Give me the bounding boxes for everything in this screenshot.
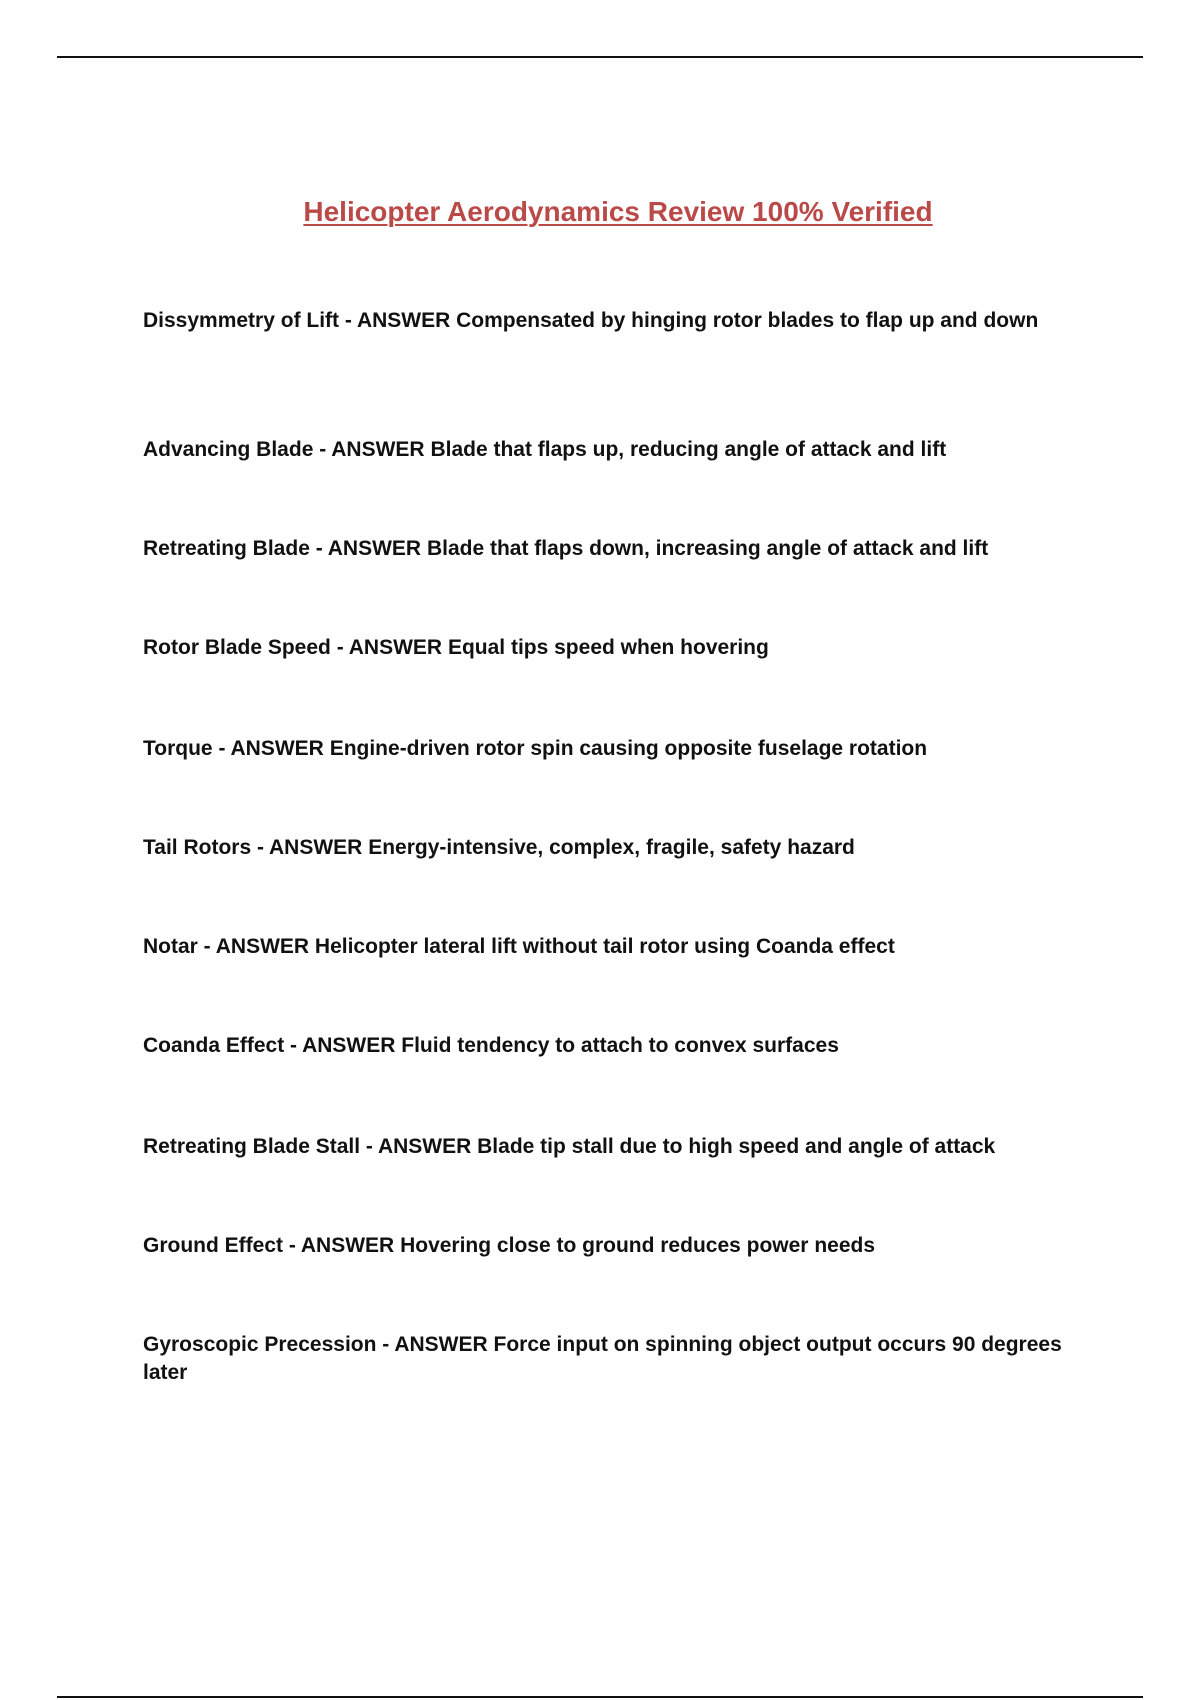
answer: Blade that flaps down, increasing angle of attack and lift <box>426 537 989 560</box>
term: Retreating Blade Stall <box>143 1135 361 1158</box>
bottom-rule <box>57 1696 1143 1698</box>
answer: Compensated by hinging rotor blades to flap up and down <box>456 309 1039 332</box>
qa-item <box>143 436 1063 464</box>
qa-item <box>143 634 1063 662</box>
qa-item <box>143 1133 1063 1161</box>
answer: Blade tip stall due to high speed and angle of attack <box>477 1135 996 1158</box>
qa-item <box>143 307 1063 335</box>
answer: Force input on spinning object output occurs 90 degrees later <box>143 1333 1062 1384</box>
qa-item <box>143 1331 1063 1387</box>
qa-item <box>143 535 1063 563</box>
answer-keyword: ANSWER <box>348 636 443 659</box>
answer: Fluid tendency to attach to convex surfaces <box>401 1034 839 1057</box>
term: Tail Rotors <box>143 836 252 859</box>
answer-keyword: ANSWER <box>215 935 310 958</box>
answer-keyword: ANSWER <box>331 438 425 461</box>
term: Gyroscopic Precession <box>143 1333 377 1356</box>
qa-item <box>143 933 1063 961</box>
answer-keyword: ANSWER <box>300 1234 395 1257</box>
answer-keyword: ANSWER <box>377 1135 472 1158</box>
answer-keyword: ANSWER <box>269 836 363 859</box>
answer-keyword: ANSWER <box>327 537 422 560</box>
answer: Engine-driven rotor spin causing opposite fuselage rotation <box>329 737 928 760</box>
page-title: Helicopter Aerodynamics Review 100% Verified <box>303 196 933 227</box>
qa-item <box>143 834 1063 862</box>
answer-keyword: ANSWER <box>356 309 451 332</box>
answer: Blade that flaps up, reducing angle of attack and lift <box>430 438 947 461</box>
answer-keyword: ANSWER <box>394 1333 488 1356</box>
term: Advancing Blade <box>143 438 314 461</box>
term: Dissymmetry of Lift <box>143 309 340 332</box>
answer: Hovering close to ground reduces power needs <box>400 1234 876 1257</box>
qa-item <box>143 1032 1063 1060</box>
answer: Equal tips speed when hovering <box>447 636 769 659</box>
top-rule <box>57 56 1143 58</box>
answer: Helicopter lateral lift without tail rotor using Coanda effect <box>314 935 895 958</box>
qa-item <box>143 1232 1063 1260</box>
term: Notar <box>143 935 198 958</box>
answer-keyword: ANSWER <box>230 737 324 760</box>
term: Torque <box>143 737 213 760</box>
term: Coanda Effect <box>143 1034 285 1057</box>
qa-item <box>143 735 1063 763</box>
answer: Energy-intensive, complex, fragile, safety hazard <box>368 836 855 859</box>
term: Ground Effect <box>143 1234 283 1257</box>
term: Rotor Blade Speed <box>143 636 331 659</box>
term: Retreating Blade <box>143 537 310 560</box>
answer-keyword: ANSWER <box>302 1034 396 1057</box>
